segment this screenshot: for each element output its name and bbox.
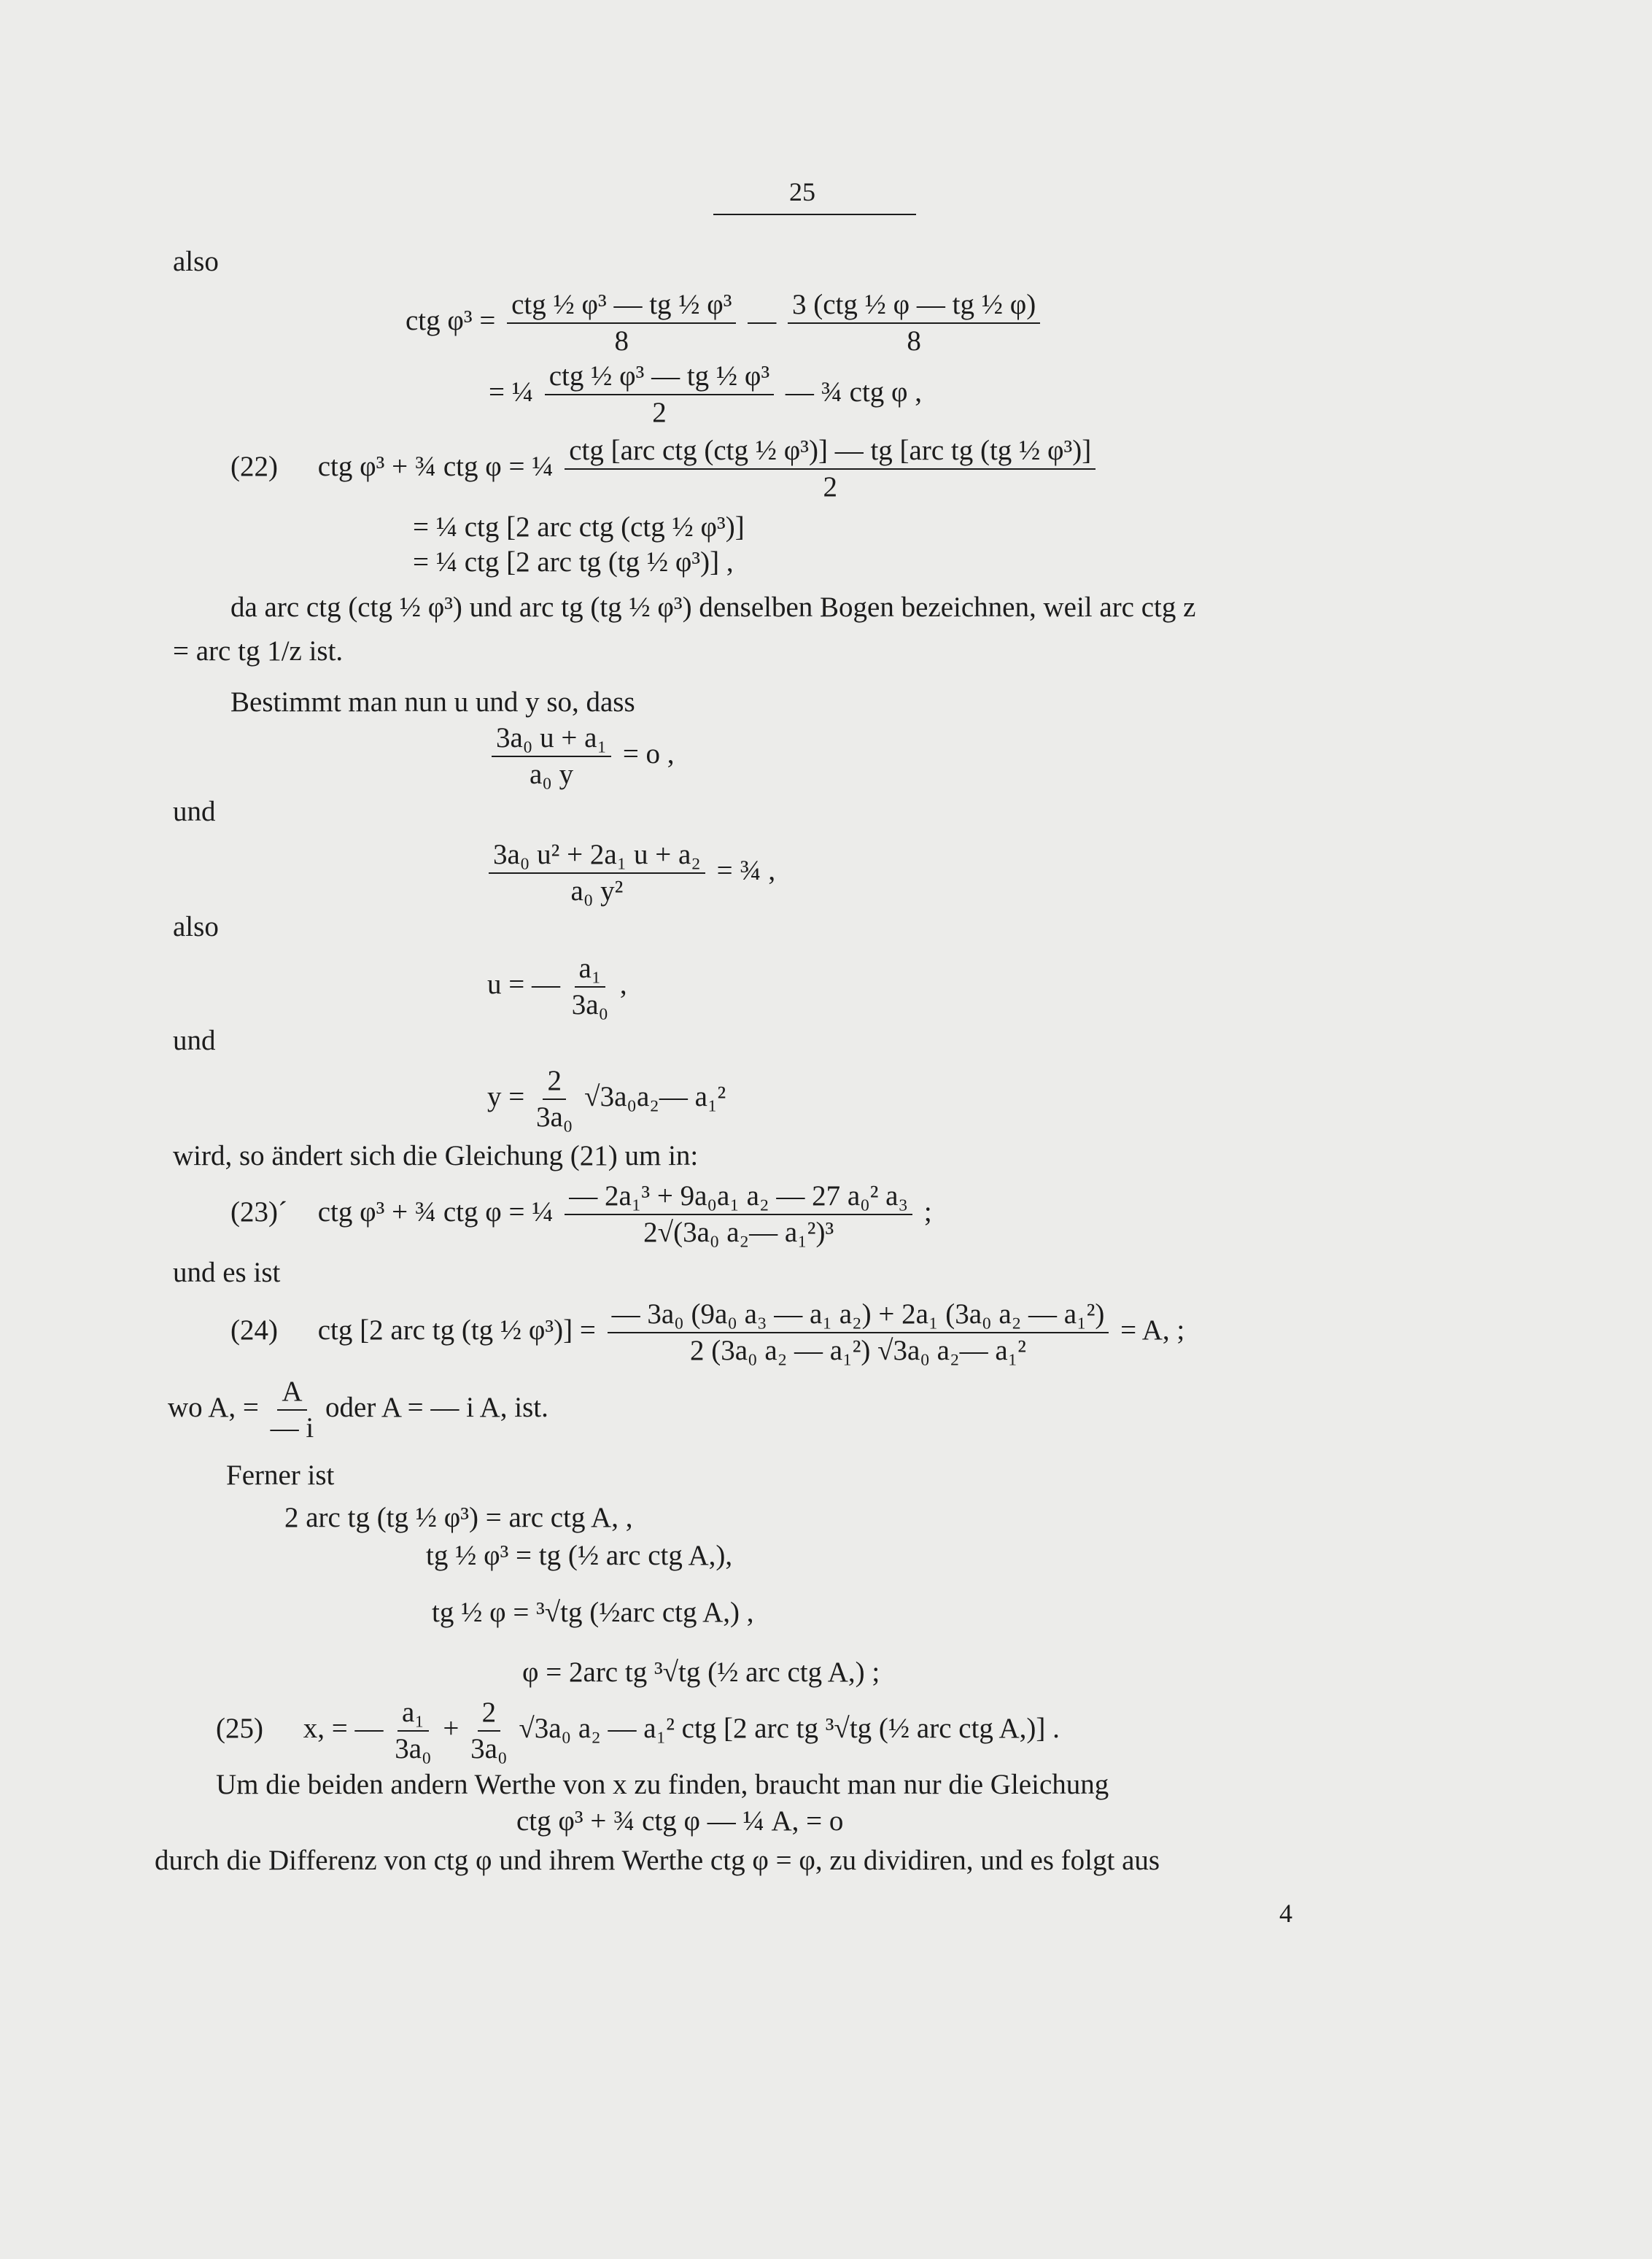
- text-line: und es ist: [173, 1257, 281, 1288]
- equation-line: = ¼ ctg [2 arc tg (tg ½ φ³)] ,: [413, 546, 734, 578]
- denominator: a₀ y: [529, 759, 574, 790]
- fraction: [271, 1376, 314, 1444]
- equation-text: √3a₀a₂— a₁²: [584, 1080, 726, 1112]
- text-line: also: [173, 246, 219, 277]
- denominator: 8: [614, 325, 629, 357]
- numerator: A: [277, 1376, 306, 1411]
- equation-line: [168, 1376, 548, 1444]
- equation-line: [230, 435, 1100, 503]
- equation-line: tg ½ φ³ = tg (½ arc ctg A,),: [426, 1540, 733, 1571]
- numerator: ctg ½ φ³ — tg ½ φ³: [507, 289, 736, 324]
- fraction: [489, 839, 705, 907]
- equation-line: [216, 1697, 1060, 1765]
- equation-text: —: [748, 304, 777, 336]
- text-line: durch die Differenz von ctg φ und ihrem Werthe ctg φ = φ, zu dividiren, und es folgt aus: [155, 1845, 1160, 1876]
- denominator: 3a₀: [536, 1101, 573, 1133]
- footer-number: 4: [1279, 1899, 1292, 1928]
- fraction: [470, 1697, 507, 1765]
- equation-line: [230, 1180, 932, 1249]
- equation-text: = A, ;: [1120, 1314, 1185, 1346]
- fraction: [536, 1065, 573, 1134]
- equation-line: 2 arc tg (tg ½ φ³) = arc ctg A, ,: [284, 1502, 633, 1533]
- fraction: [492, 722, 611, 791]
- equation-text: ctg φ³ =: [406, 304, 496, 336]
- equation-text: ;: [923, 1196, 932, 1228]
- text-line: also: [173, 911, 219, 942]
- equation-text: — ¾ ctg φ ,: [785, 376, 923, 408]
- numerator: 3 (ctg ½ φ — tg ½ φ): [788, 289, 1040, 324]
- equation-line: ctg φ³ + ¾ ctg φ — ¼ A, = o: [516, 1805, 844, 1837]
- fraction: [395, 1697, 431, 1765]
- equation-line: [487, 722, 675, 791]
- fraction: [572, 953, 608, 1021]
- denominator: 2√(3a₀ a₂— a₁²)³: [643, 1217, 834, 1248]
- equation-line: [406, 289, 1044, 357]
- header-rule: [713, 214, 916, 215]
- fraction: [507, 289, 736, 357]
- numerator: — 3a₀ (9a₀ a₃ — a₁ a₂) + 2a₁ (3a₀ a₂ — a₁²): [608, 1298, 1109, 1333]
- denominator: 8: [907, 325, 921, 357]
- equation-number: (25): [216, 1712, 263, 1744]
- equation-text: √3a₀ a₂ — a₁² ctg [2 arc tg ³√tg (½ arc ctg A,)] .: [519, 1712, 1060, 1744]
- equation-line: [230, 1298, 1184, 1367]
- equation-line: [489, 360, 922, 429]
- equation-number: (24): [230, 1314, 278, 1346]
- equation-text: +: [443, 1712, 459, 1744]
- denominator: 3a₀: [395, 1733, 432, 1764]
- equation-text: y =: [487, 1080, 525, 1112]
- denominator: 2: [823, 471, 837, 503]
- equation-text: u = —: [487, 968, 560, 1000]
- equation-number: (22): [230, 450, 278, 482]
- numerator: 2: [543, 1065, 566, 1100]
- equation-line: tg ½ φ = ³√tg (½arc ctg A,) ,: [432, 1597, 754, 1628]
- numerator: 3a₀ u² + 2a₁ u + a₂: [489, 839, 705, 874]
- fraction: [545, 360, 774, 429]
- fraction: [788, 289, 1040, 357]
- numerator: — 2a₁³ + 9a₀a₁ a₂ — 27 a₀² a₃: [565, 1180, 912, 1215]
- equation-number: (23)´: [230, 1196, 287, 1228]
- denominator: 2: [652, 397, 667, 428]
- equation-line: [487, 1065, 726, 1134]
- equation-line: [484, 839, 775, 907]
- denominator: 3a₀: [470, 1733, 508, 1764]
- equation-text: = ¾ ,: [716, 854, 776, 886]
- equation-text: oder A = — i A, ist.: [325, 1391, 548, 1423]
- text-line: da arc ctg (ctg ½ φ³) und arc tg (tg ½ φ³) denselben Bogen bezeichnen, weil arc ctg z: [230, 592, 1196, 623]
- equation-text: x, = —: [303, 1712, 384, 1744]
- fraction: [565, 435, 1095, 503]
- denominator: a₀ y²: [570, 875, 624, 907]
- equation-text: wo A, =: [168, 1391, 259, 1423]
- text-line: Bestimmt man nun u und y so, dass: [230, 686, 635, 718]
- equation-line: = ¼ ctg [2 arc ctg (ctg ½ φ³)]: [413, 511, 745, 543]
- equation-text: = ¼: [489, 376, 533, 408]
- page-number: 25: [789, 177, 815, 206]
- equation-text: ctg φ³ + ¾ ctg φ = ¼: [317, 450, 554, 482]
- equation-text: = o ,: [622, 737, 675, 770]
- equation-text: ctg φ³ + ¾ ctg φ = ¼: [317, 1196, 554, 1228]
- fraction: [608, 1298, 1109, 1367]
- numerator: ctg ½ φ³ — tg ½ φ³: [545, 360, 774, 395]
- text-line: und: [173, 1025, 216, 1056]
- text-line: Um die beiden andern Werthe von x zu finden, braucht man nur die Gleichung: [216, 1769, 1109, 1800]
- numerator: a₁: [398, 1697, 429, 1732]
- numerator: 2: [478, 1697, 501, 1732]
- text-line: wird, so ändert sich die Gleichung (21) um in:: [173, 1140, 699, 1171]
- text-line: = arc tg 1/z ist.: [173, 635, 344, 667]
- equation-text: ,: [619, 968, 627, 1000]
- text-line: und: [173, 796, 216, 827]
- denominator: 3a₀: [571, 989, 609, 1020]
- numerator: a₁: [575, 953, 606, 988]
- denominator: — i: [270, 1412, 314, 1444]
- numerator: ctg [arc ctg (ctg ½ φ³)] — tg [arc tg (tg ½ φ³)]: [565, 435, 1095, 470]
- equation-line: φ = 2arc tg ³√tg (½ arc ctg A,) ;: [522, 1657, 880, 1688]
- denominator: 2 (3a₀ a₂ — a₁²) √3a₀ a₂— a₁²: [689, 1335, 1026, 1366]
- numerator: 3a₀ u + a₁: [492, 722, 611, 757]
- equation-line: [487, 953, 627, 1021]
- text-line: Ferner ist: [226, 1460, 335, 1491]
- fraction: [565, 1180, 912, 1249]
- equation-text: ctg [2 arc tg (tg ½ φ³)] =: [317, 1314, 596, 1346]
